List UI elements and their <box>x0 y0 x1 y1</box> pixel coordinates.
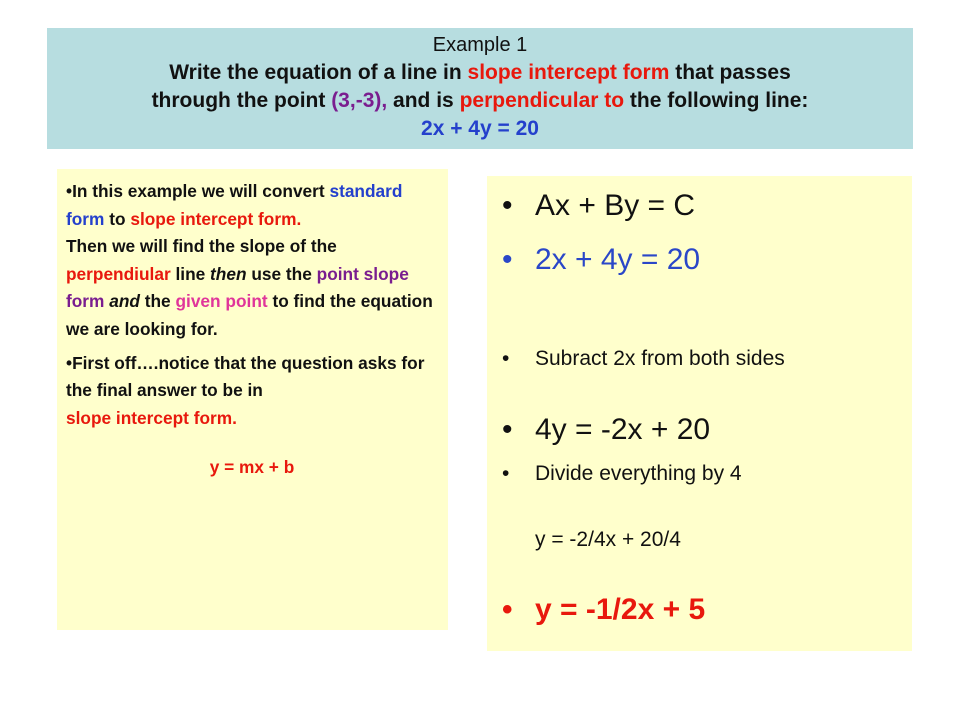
title-text: Write the equation of a line in <box>169 61 468 84</box>
bullet: • <box>502 347 510 370</box>
step-text: Ax + By = C <box>535 189 696 222</box>
step-text: y = -1/2x + 5 <box>535 593 706 626</box>
title-text: and is <box>387 89 460 112</box>
highlight-point-slope-form: point slope form <box>66 263 409 312</box>
text: the <box>139 291 176 312</box>
explanation-paragraph-1 <box>66 178 438 344</box>
bullet: • <box>66 352 73 373</box>
bullet: • <box>502 413 513 446</box>
title-highlight-perpendicular: perpendicular to <box>459 89 625 112</box>
explanation-paragraph-2 <box>66 350 438 433</box>
highlight-standard-form: standard form <box>66 181 403 229</box>
title-banner <box>47 28 913 149</box>
explanation-panel <box>57 169 448 630</box>
highlight-perpendicular: perpendiular <box>66 263 171 284</box>
title-equation: 2x + 4y = 20 <box>421 117 539 140</box>
highlight-slope-intercept-form: slope intercept form. <box>66 407 237 428</box>
step-text: y = -2/4x + 20/4 <box>535 528 681 551</box>
bullet: • <box>502 593 513 626</box>
step-text: 2x + 4y = 20 <box>535 243 701 276</box>
title-highlight-slope-intercept: slope intercept form <box>467 61 670 84</box>
emphasis-then: then <box>210 263 247 284</box>
title-line-1 <box>47 59 913 87</box>
text: In this example we will convert <box>72 181 330 201</box>
bullet: • <box>502 462 510 485</box>
title-line-2 <box>47 87 913 115</box>
example-label: Example 1 <box>432 34 528 56</box>
text: to <box>104 208 131 229</box>
bullet: • <box>502 189 513 222</box>
slope-intercept-formula: y = mx + b <box>209 457 295 478</box>
title-highlight-point: (3,-3), <box>331 89 388 112</box>
step-text: 4y = -2x + 20 <box>535 413 711 446</box>
text: Then we will find the slope of the <box>66 236 337 257</box>
emphasis-and: and <box>104 291 140 312</box>
solution-panel <box>487 176 912 651</box>
title-text: through the point <box>151 89 332 112</box>
step-text: Divide everything by 4 <box>535 462 742 485</box>
bullet: • <box>66 181 73 201</box>
highlight-given-point: given point <box>175 291 268 312</box>
text: line <box>170 263 211 284</box>
title-text: the following line: <box>624 89 809 112</box>
text: to find the equation we are looking for. <box>66 291 433 339</box>
highlight-slope-intercept-form: slope intercept form. <box>130 208 302 229</box>
bullet: • <box>502 243 513 276</box>
step-text: Subract 2x from both sides <box>535 347 785 370</box>
title-text: that passes <box>669 61 791 84</box>
text: First off….notice that the question asks for the final answer to be in <box>66 352 425 401</box>
text: use the <box>246 263 317 284</box>
